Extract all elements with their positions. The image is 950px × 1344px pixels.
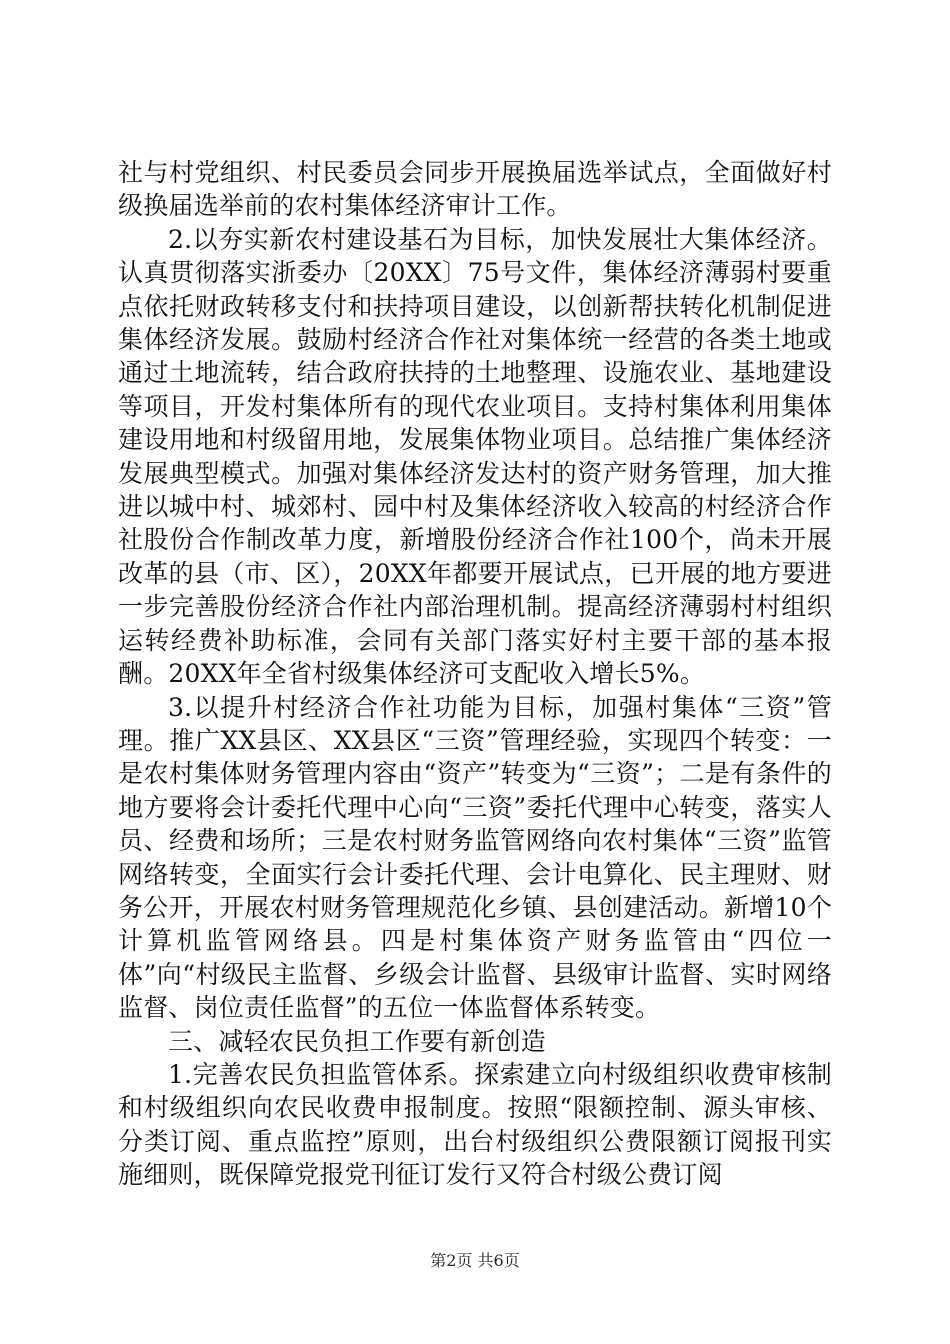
- document-body: [118, 156, 832, 1192]
- paragraph-item-2: 2.以夯实新农村建设基石为目标，加快发展壮大集体经济。认真贯彻落实浙委办〔20XX〕75号文件，集体经济薄弱村要重点依托财政转移支付和扶持项目建设，以创新帮扶转化机制促进集体经济发展。鼓励村经济合作社对集体统一经营的各类土地或通过土地流转，结合政府扶持的土地整理、设施农业、基地建设等项目，开发村集体所有的现代农业项目。支持村集体利用集体建设用地和村级留用地，发展集体物业项目。总结推广集体经济发展典型模式。加强对集体经济发达村的资产财务管理，加大推进以城中村、城郊村、园中村及集体经济收入较高的村经济合作社股份合作制改革力度，新增股份经济合作社100个，尚未开展改革的县（市、区），20XX年都要开展试点，已开展的地方要进一步完善股份经济合作社内部治理机制。提高经济薄弱村村组织运转经费补助标准，会同有关部门落实好村主要干部的基本报酬。20XX年全省村级集体经济可支配收入增长5%。: [118, 224, 832, 689]
- paragraph-item-1: 1.完善农民负担监管体系。探索建立向村级组织收费审核制和村级组织向农民收费申报制度。按照“限额控制、源头审核、分类订阅、重点监控”原则，出台村级组织公费限额订阅报刊实施细则，既保障党报党刊征订发行又符合村级公费订阅: [118, 1059, 832, 1190]
- section-heading-3: 三、减轻农民负担工作要有新创造: [168, 1026, 547, 1056]
- page-footer: 第2页 共6页: [430, 1251, 520, 1270]
- paragraph-item-3: 3.以提升村经济合作社功能为目标，加强村集体“三资”管理。推广XX县区、XX县区“三资”管理经验，实现四个转变：一是农村集体财务管理内容由“资产”转变为“三资”；二是有条件的地方要将会计委托代理中心向“三资”委托代理中心转变，落实人员、经费和场所；三是农村财务监管网络向农村集体“三资”监管网络转变，全面实行会计委托代理、会计电算化、民主理财、财务公开，开展农村财务管理规范化乡镇、县创建活动。新增10个计算机监管网络县。四是村集体资产财务监管由“四位一体”向“村级民主监督、乡级会计监督、县级审计监督、实时网络监督、岗位责任监督”的五位一体监督体系转变。: [118, 692, 832, 1023]
- paragraph-continuation: 社与村党组织、村民委员会同步开展换届选举试点，全面做好村级换届选举前的农村集体经济审计工作。: [118, 158, 832, 221]
